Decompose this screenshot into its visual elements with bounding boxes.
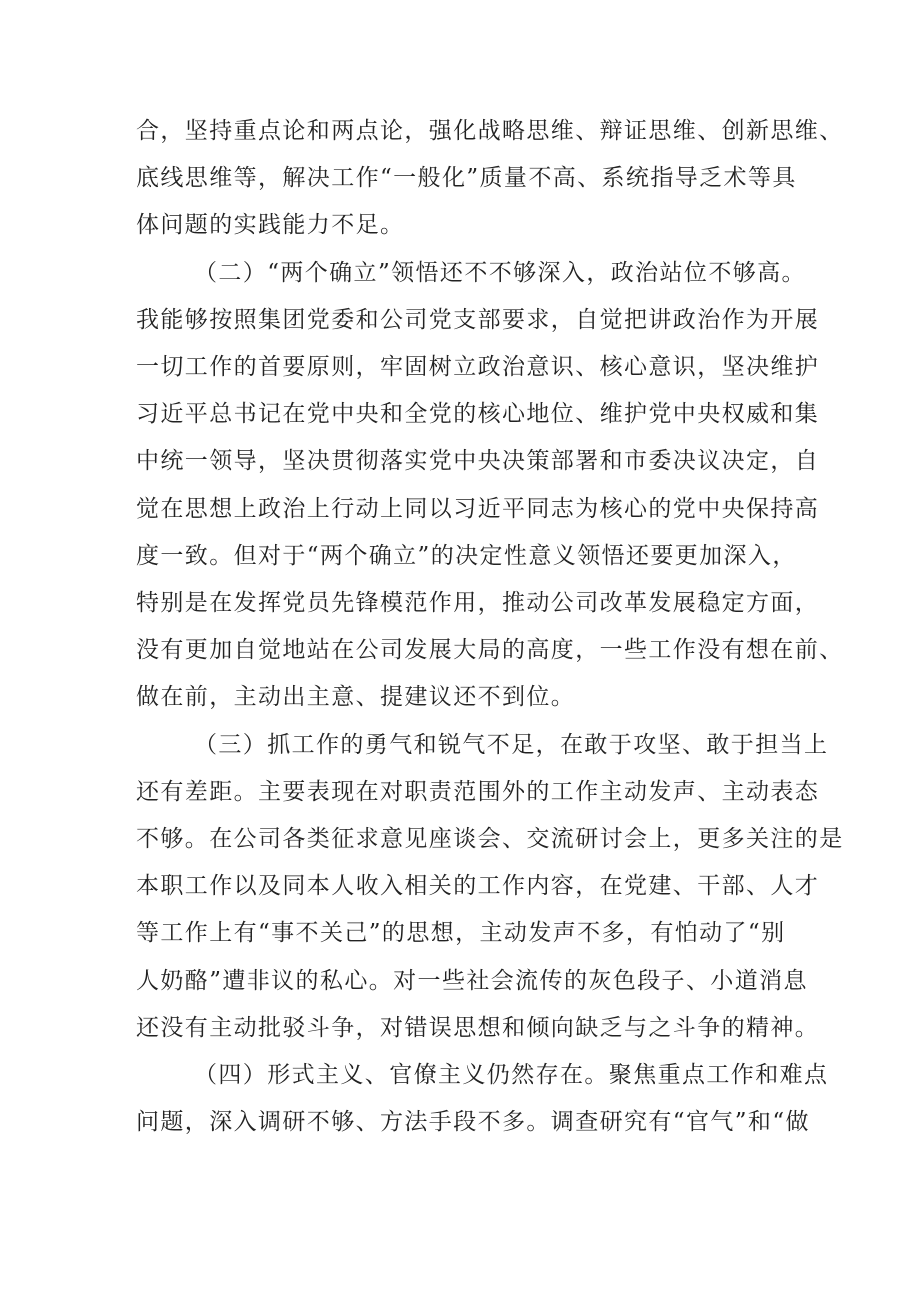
text-line: 还有差距。主要表现在对职责范围外的工作主动发声、主动表态 [136,778,820,805]
text-line: 习近平总书记在党中央和全党的核心地位、维护党中央权威和集 [136,401,820,428]
section-heading-3: （三）抓工作的勇气和锐气不足，在敢于攻坚、敢于担当上 [194,731,829,758]
text-line: 做在前，主动出主意、提建议还不到位。 [136,684,576,711]
text-line: 合，坚持重点论和两点论，强化战略思维、辩证思维、创新思维、 [136,118,844,144]
text-line: 底线思维等，解决工作“一般化”质量不高、系统指导乏术等具 [136,165,797,192]
paragraph-3 [136,722,844,1052]
text-line: 我能够按照集团党委和公司党支部要求，自觉把讲政治作为开展 [136,306,820,333]
text-line: 不够。在公司各类征求意见座谈会、交流研讨会上，更多关注的是 [136,826,844,853]
text-line: 问题，深入调研不够、方法手段不多。调查研究有“官气”和“做 [136,1109,810,1136]
document-page [136,108,844,1146]
text-line: 体问题的实践能力不足。 [136,212,405,239]
paragraph-1 [136,108,844,250]
text-line: 本职工作以及同本人收入相关的工作内容，在党建、干部、人才 [136,873,820,900]
text-line: 没有更加自觉地站在公司发展大局的高度，一些工作没有想在前、 [136,637,844,664]
paragraph-4 [136,1052,829,1146]
text-line: 特别是在发挥党员先锋模范作用，推动公司改革发展稳定方面， [136,590,820,617]
section-heading-4: （四）形式主义、官僚主义仍然存在。聚焦重点工作和难点 [194,1062,829,1089]
text-line: 中统一领导，坚决贯彻落实党中央决策部署和市委决议决定，自 [136,448,820,475]
text-line: 度一致。但对于“两个确立”的决定性意义领悟还要更加深入， [136,542,797,569]
text-line: 一切工作的首要原则，牢固树立政治意识、核心意识，坚决维护 [136,354,820,381]
paragraph-2 [136,250,844,722]
text-line: 觉在思想上政治上行动上同以习近平同志为核心的党中央保持高 [136,495,820,522]
text-line: 人奶酪”遭非议的私心。对一些社会流传的灰色段子、小道消息 [136,967,808,994]
section-heading-2: （二）“两个确立”领悟还不不够深入，政治站位不够高。 [194,259,806,286]
text-line: 等工作上有“事不关己”的思想，主动发声不多，有怕动了“别 [136,920,786,947]
text-line: 还没有主动批驳斗争，对错误思想和倾向缺乏与之斗争的精神。 [136,1014,820,1041]
